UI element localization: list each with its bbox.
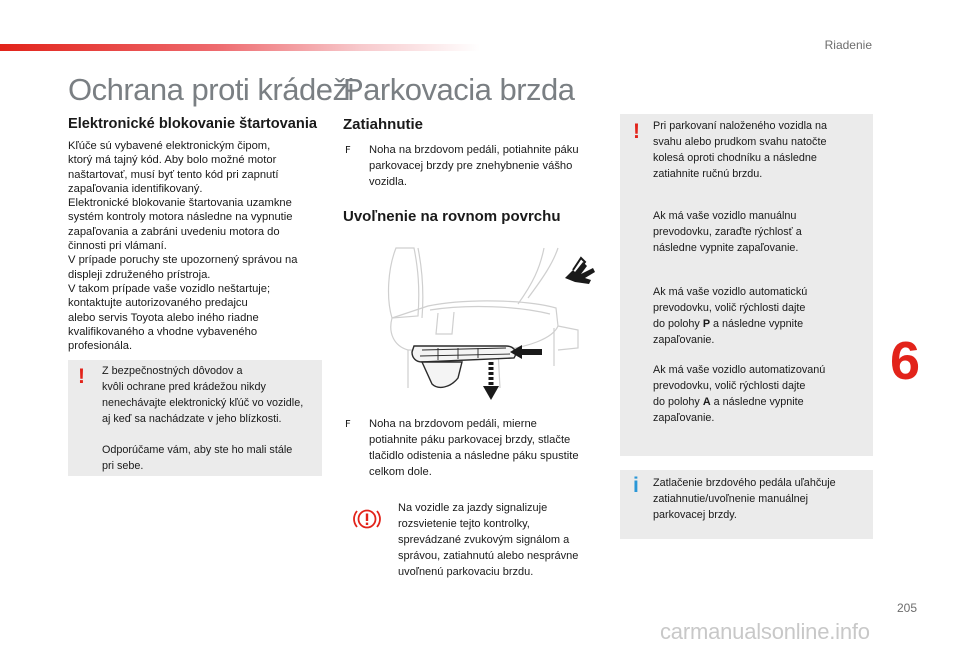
line: zapaľovanie. bbox=[653, 334, 715, 346]
line: svahu alebo prudkom svahu natočte bbox=[653, 136, 827, 148]
line: uvoľnenú parkovaciu brzdu. bbox=[398, 566, 534, 578]
line: Z bezpečnostných dôvodov a bbox=[102, 365, 243, 377]
line: parkovacej brzdy. bbox=[653, 509, 737, 521]
line: prevodovku, volič rýchlosti dajte bbox=[653, 380, 806, 392]
line: správou, zatiahnutú alebo nesprávne bbox=[398, 550, 579, 562]
warning-box-key bbox=[68, 360, 322, 476]
line: pri sebe. bbox=[102, 460, 144, 472]
warning-para-4 bbox=[653, 362, 825, 426]
warning-box-parking bbox=[620, 114, 873, 456]
info-box-brake-pedal bbox=[620, 470, 873, 539]
info-text bbox=[653, 475, 836, 523]
bullet-icon: F bbox=[345, 419, 351, 430]
line: Odporúčame vám, aby ste ho mali stále bbox=[102, 444, 293, 456]
line: aj keď sa nachádzate v jeho blízkosti. bbox=[102, 413, 282, 425]
para-line: displeji združeného prístroja. bbox=[68, 268, 211, 281]
line: rozsvietenie tejto kontrolky, bbox=[398, 518, 530, 530]
left-arrow-icon bbox=[508, 343, 544, 361]
para-line: V prípade poruchy ste upozornený správou na bbox=[68, 254, 298, 267]
text: a následne vypnite bbox=[710, 396, 804, 408]
para-line: V takom prípade vaše vozidlo neštartuje; bbox=[68, 282, 271, 295]
line: následne vypnite zapaľovanie. bbox=[653, 242, 799, 254]
line: Ak má vaše vozidlo manuálnu bbox=[653, 210, 797, 222]
line: tlačidlo odistenia a následne páku spustite bbox=[369, 450, 579, 462]
heading-release: Uvoľnenie na rovnom povrchu bbox=[343, 208, 561, 225]
bullet-text bbox=[369, 142, 579, 190]
para-line: zapaľovania identifikovaný. bbox=[68, 182, 203, 195]
gear-position-p: P bbox=[702, 318, 711, 330]
line: prevodovku, volič rýchlosti dajte bbox=[653, 302, 806, 314]
line: Ak má vaše vozidlo automatizovanú bbox=[653, 364, 826, 376]
warning-text-2 bbox=[102, 442, 292, 474]
subtitle-immobilizer: Elektronické blokovanie štartovania bbox=[68, 116, 317, 132]
para-line: Elektronické blokovanie štartovania uzamkne bbox=[68, 197, 292, 210]
line: prevodovku, zaraďte rýchlosť a bbox=[653, 226, 802, 238]
para-line: alebo servis Toyota alebo iného riadne bbox=[68, 311, 259, 324]
warning-para-1 bbox=[653, 118, 827, 182]
line bbox=[653, 316, 807, 332]
bullet-apply bbox=[345, 142, 605, 192]
section-label: Riadenie bbox=[824, 38, 872, 52]
hand-pointer-icon bbox=[561, 248, 601, 288]
para-line: ktorý má tajný kód. Aby bolo možné motor bbox=[68, 154, 277, 167]
para-line: činnosti pri vlámaní. bbox=[68, 240, 167, 253]
line: celkom dole. bbox=[369, 466, 432, 478]
line: vozidla. bbox=[369, 176, 407, 188]
line: parkovacej brzdy pre znehybnenie vášho bbox=[369, 160, 573, 172]
watermark: carmanualsonline.info bbox=[660, 619, 870, 644]
line bbox=[653, 394, 825, 410]
bullet-icon: F bbox=[345, 145, 351, 156]
para-line: Kľúče sú vybavené elektronickým čipom, bbox=[68, 140, 271, 152]
line: Pri parkovaní naloženého vozidla na bbox=[653, 120, 828, 132]
text: a následne vypnite bbox=[710, 318, 804, 330]
info-icon: i bbox=[633, 474, 639, 497]
line: potiahnite páku parkovacej brzdy, stlačte bbox=[369, 434, 571, 446]
para-line: naštartovať, musí byť tento kód pri zapnutí bbox=[68, 168, 279, 181]
line: Noha na brzdovom pedáli, potiahnite páku bbox=[369, 144, 579, 156]
warning-exclamation-icon: ! bbox=[78, 365, 85, 388]
line: sprevádzané zvukovým signálom a bbox=[398, 534, 570, 546]
line: Noha na brzdovom pedáli, mierne bbox=[369, 418, 537, 430]
handbrake-illustration bbox=[378, 238, 598, 400]
text: do polohy bbox=[653, 318, 703, 330]
heading-apply: Zatiahnutie bbox=[343, 116, 424, 133]
bullet-release bbox=[345, 416, 605, 482]
header-accent-bar bbox=[0, 44, 480, 51]
down-arrow-icon bbox=[482, 362, 500, 402]
line: kolesá oproti chodníku a následne bbox=[653, 152, 817, 164]
warning-exclamation-icon: ! bbox=[633, 120, 640, 143]
para-line: zapaľovania a zabráni uvedeniu motora do bbox=[68, 225, 280, 238]
indicator-text bbox=[398, 500, 578, 580]
line: Na vozidle za jazdy signalizuje bbox=[398, 502, 548, 514]
page-title-left: Ochrana proti krádeži bbox=[68, 72, 354, 107]
line: zatiahnite ručnú brzdu. bbox=[653, 168, 763, 180]
para-line: kvalifikovaného a vhodne vybaveného bbox=[68, 325, 258, 338]
text: do polohy bbox=[653, 396, 703, 408]
line: zapaľovanie. bbox=[653, 412, 715, 424]
line: zatiahnutie/uvoľnenie manuálnej bbox=[653, 493, 809, 505]
brake-warning-lamp-icon bbox=[352, 504, 382, 534]
page-number: 205 bbox=[897, 601, 918, 615]
gear-position-a: A bbox=[702, 396, 711, 408]
line: nenechávajte elektronický kľúč vo vozidle, bbox=[102, 397, 304, 409]
immobilizer-paragraph bbox=[68, 139, 328, 353]
line: kvôli ochrane pred krádežou nikdy bbox=[102, 381, 266, 393]
para-line: systém kontroly motora následne na vypnutie bbox=[68, 211, 293, 224]
line: Zatlačenie brzdového pedála uľahčuje bbox=[653, 477, 836, 489]
para-line: profesionála. bbox=[68, 340, 133, 353]
para-line: kontaktujte autorizovaného predajcu bbox=[68, 297, 248, 310]
bullet-text bbox=[369, 416, 579, 480]
warning-para-2 bbox=[653, 208, 802, 256]
warning-text-1 bbox=[102, 363, 303, 427]
chapter-number: 6 bbox=[890, 331, 921, 391]
page-title-middle: Parkovacia brzda bbox=[343, 72, 575, 107]
line: Ak má vaše vozidlo automatickú bbox=[653, 286, 808, 298]
warning-para-3 bbox=[653, 284, 807, 348]
